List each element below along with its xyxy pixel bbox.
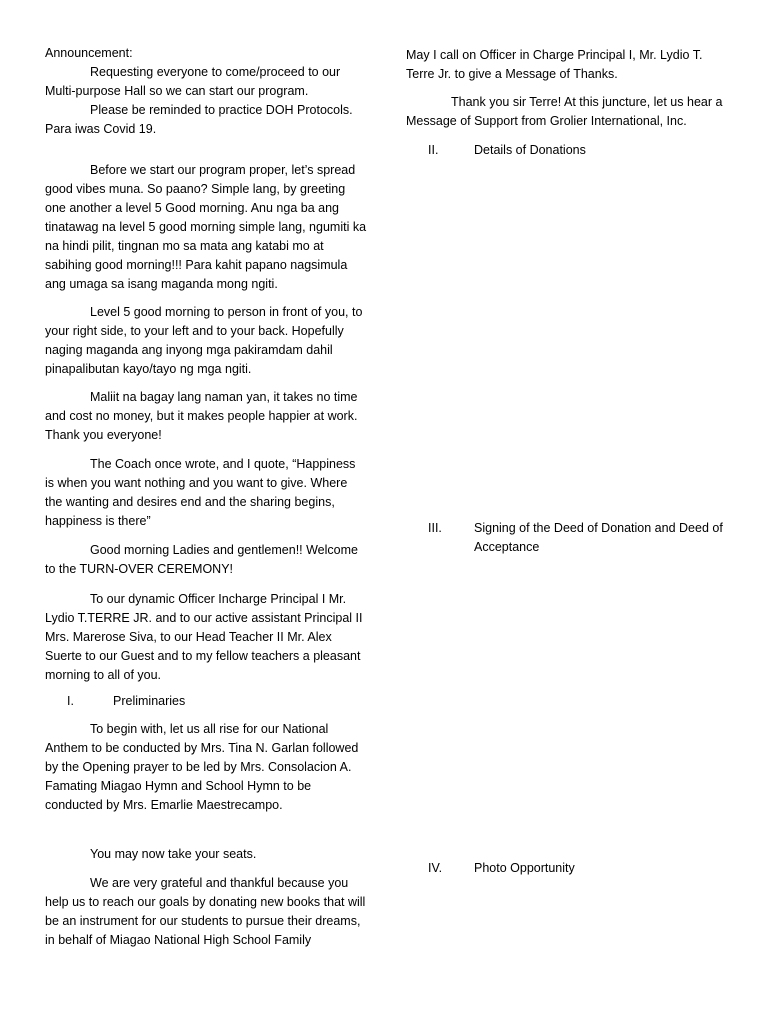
paragraph-maliit-text: Maliit na bagay lang naman yan, it takes no time and cost no money, but it makes people happier at work. Thank you everyone! (45, 390, 358, 442)
paragraph-quote (45, 455, 367, 531)
section-number: III. (428, 521, 442, 535)
section-heading-photo-opportunity (428, 859, 730, 878)
paragraph-take-seats-text: You may now take your seats. (90, 847, 257, 861)
paragraph-welcome-text: Good morning Ladies and gentlemen!! Welcome to the TURN-OVER CEREMONY! (45, 543, 358, 576)
paragraph-welcome (45, 541, 367, 579)
paragraph-quote-text: The Coach once wrote, and I quote, “Happiness is when you want nothing and you want to give. Where the wanting and desires end and the sharing begins, happiness is there” (45, 457, 356, 528)
paragraph-maliit (45, 388, 367, 445)
paragraph-take-seats (45, 845, 367, 864)
paragraph-good-vibes-text: Before we start our program proper, let’s spread good vibes muna. So paano? Simple lang, by greeting one another a level 5 Good morning. Anu nga ba ang tinatawag na level 5 good morning simple lang, ngumiti ka na hindi pilit, tingnan mo sa mata ang katabi mo at sabihing good morning!!! Para kahit papano nagsimula ang umaga sa isang maganda mong ngiti. (45, 163, 367, 291)
paragraph-grateful-text: We are very grateful and thankful because you help us to reach our goals by donating new books that will be an instrument for our students to pursue their dreams, in behalf of Miagao National High School Family (45, 876, 366, 947)
section-label: Photo Opportunity (474, 861, 575, 875)
paragraph-level-5 (45, 303, 367, 379)
paragraph-message-of-support (406, 93, 730, 131)
announcement-line-1-text: Requesting everyone to come/proceed to our Multi-purpose Hall so we can start our program. (45, 65, 341, 98)
paragraph-level-5-text: Level 5 good morning to person in front of you, to your right side, to your left and to your back. Hopefully naging maganda ang inyong mga pakiramdam dahil pinapalibutan kayo/tayo ng mga ngiti. (45, 305, 363, 376)
announcement-line-2 (45, 101, 367, 139)
paragraph-greetings-text: To our dynamic Officer Incharge Principal I Mr. Lydio T.TERRE JR. and to our active assistant Principal II Mrs. Marerose Siva, to our Head Teacher II Mr. Alex Suerte to our Guest and to my fellow teachers a pleasant morning to all of you. (45, 592, 363, 682)
section-number: II. (428, 143, 439, 157)
section-heading-details-of-donations (428, 141, 730, 160)
paragraph-greetings (45, 590, 367, 685)
paragraph-message-of-thanks: May I call on Officer in Charge Principal I, Mr. Lydio T. Terre Jr. to give a Message of Thanks. (406, 48, 703, 81)
paragraph-national-anthem-text: To begin with, let us all rise for our National Anthem to be conducted by Mrs. Tina N. Garlan followed by the Opening prayer to be led by Mrs. Consolacion A. Famating Miagao Hymn and School Hymn to be conducted by Mrs. Emarlie Maestrecampo. (45, 722, 359, 812)
section-label: Details of Donations (474, 143, 586, 157)
section-heading-signing-of-deed (428, 519, 730, 557)
paragraph-national-anthem (45, 720, 367, 815)
section-number: I. (67, 694, 74, 708)
section-heading-preliminaries (67, 692, 367, 711)
paragraph-grateful (45, 874, 367, 950)
section-label: Preliminaries (113, 694, 186, 708)
paragraph-message-of-support-text: Thank you sir Terre! At this juncture, let us hear a Message of Support from Grolier International, Inc. (406, 95, 723, 128)
announcement-line-1 (45, 63, 367, 101)
section-label: Signing of the Deed of Donation and Deed of Acceptance (474, 521, 723, 554)
section-number: IV. (428, 861, 443, 875)
announcement-line-2-text: Please be reminded to practice DOH Protocols. Para iwas Covid 19. (45, 103, 353, 136)
announcement-title: Announcement: (45, 46, 133, 60)
paragraph-good-vibes (45, 161, 367, 294)
